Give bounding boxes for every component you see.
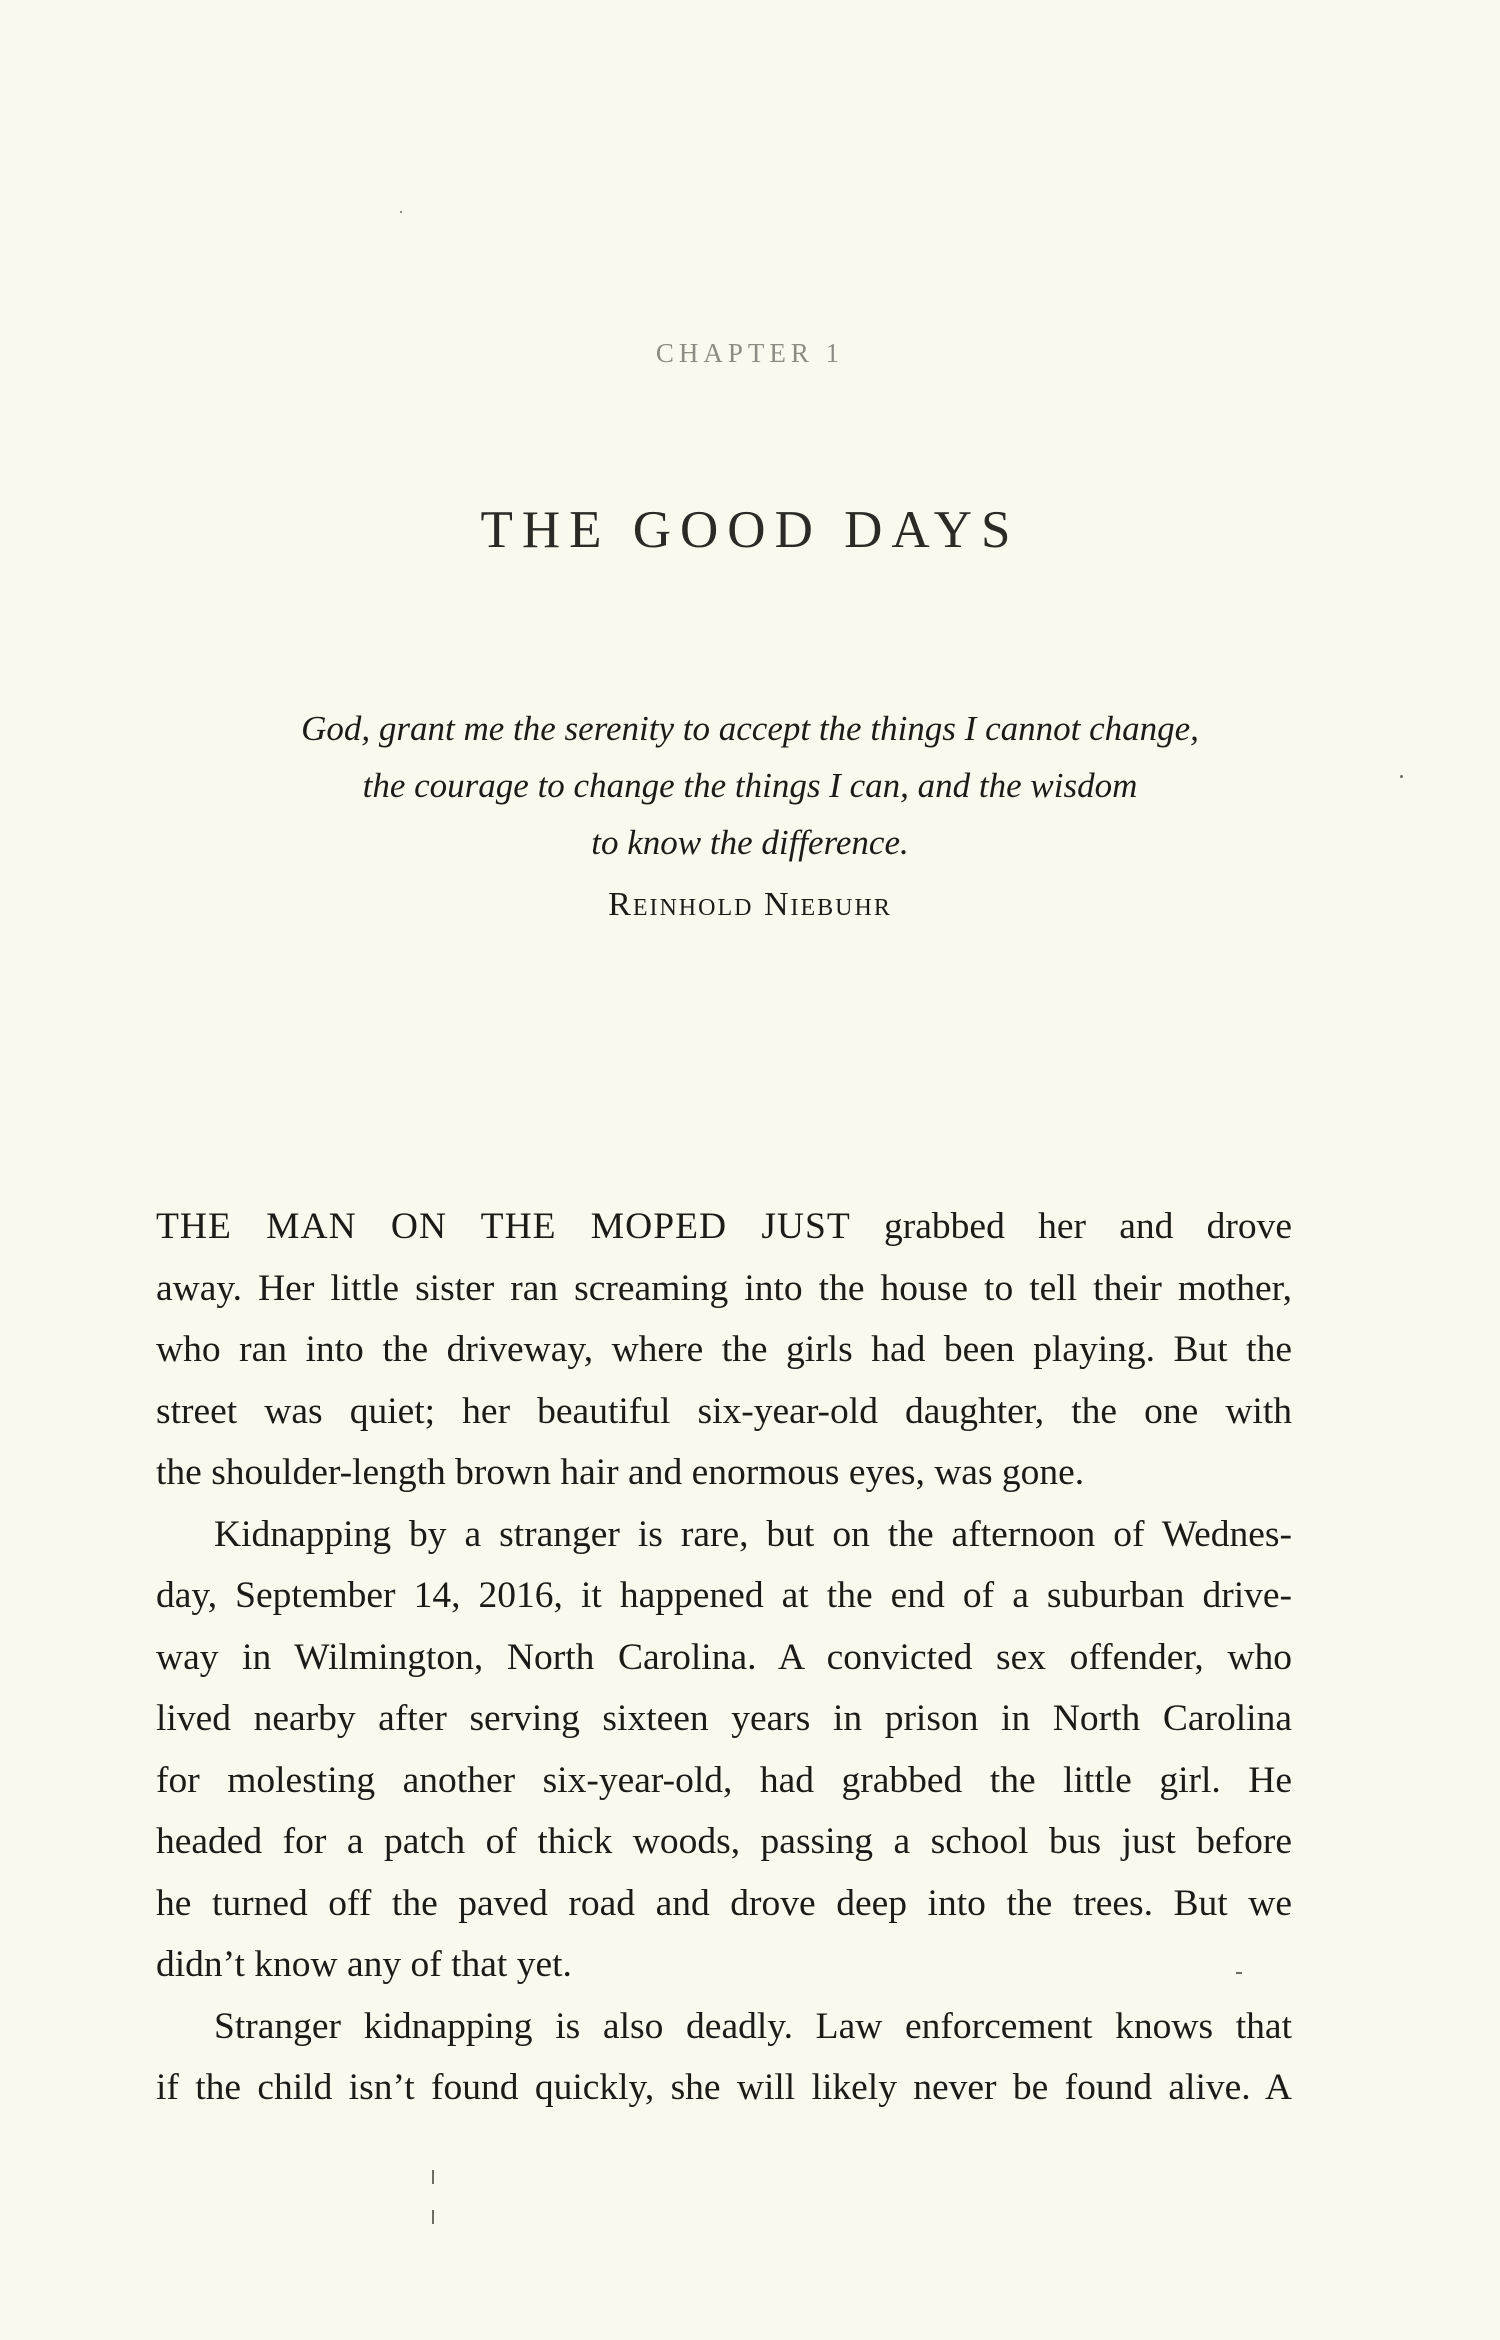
chapter-body bbox=[156, 1196, 1292, 2119]
lead-in-caps: THE MAN ON THE MOPED JUST bbox=[156, 1206, 851, 1247]
body-line: day, September 14, 2016, it happened at the end of a suburban drive- bbox=[156, 1575, 1292, 1616]
body-line: the shoulder-length brown hair and enormous eyes, was gone. bbox=[156, 1452, 1085, 1493]
epigraph-attribution: Reinhold Niebuhr bbox=[608, 886, 892, 923]
epigraph-line: God, grant me the serenity to accept the things I cannot change, bbox=[301, 709, 1199, 748]
body-line: who ran into the driveway, where the girls had been playing. But the bbox=[156, 1329, 1292, 1370]
scan-speck bbox=[432, 2170, 434, 2184]
body-line: way in Wilmington, North Carolina. A convicted sex offender, who bbox=[156, 1636, 1292, 1678]
body-line: he turned off the paved road and drove deep into the trees. But we bbox=[156, 1882, 1292, 1924]
epigraph-line: the courage to change the things I can, and the wisdom bbox=[362, 766, 1138, 805]
scan-speck bbox=[432, 2210, 434, 2224]
body-line: if the child isn’t found quickly, she will likely never be found alive. A bbox=[156, 2067, 1292, 2108]
body-line: Stranger kidnapping is also deadly. Law enforcement knows that bbox=[214, 2005, 1292, 2047]
body-line: lived nearby after serving sixteen years in prison in North Carolina bbox=[156, 1698, 1292, 1739]
scan-speck bbox=[1236, 1972, 1242, 1974]
body-line bbox=[156, 1196, 1292, 1258]
scan-speck bbox=[1400, 775, 1403, 778]
chapter-label: CHAPTER 1 bbox=[655, 338, 845, 368]
body-line: away. Her little sister ran screaming into the house to tell their mother, bbox=[156, 1267, 1292, 1309]
body-line: street was quiet; her beautiful six-year-old daughter, the one with bbox=[156, 1390, 1292, 1432]
body-line: for molesting another six-year-old, had grabbed the little girl. He bbox=[156, 1759, 1292, 1801]
scan-speck bbox=[400, 211, 402, 213]
body-line-text: grabbed her and drove bbox=[850, 1206, 1292, 1247]
body-line: didn’t know any of that yet. bbox=[156, 1944, 572, 1985]
epigraph-quote bbox=[0, 700, 1500, 871]
body-line: headed for a patch of thick woods, passing a school bus just before bbox=[156, 1821, 1292, 1862]
chapter-title: THE GOOD DAYS bbox=[480, 501, 1020, 559]
epigraph-line: to know the difference. bbox=[591, 823, 909, 862]
body-line: Kidnapping by a stranger is rare, but on the afternoon of Wednes- bbox=[214, 1513, 1292, 1555]
